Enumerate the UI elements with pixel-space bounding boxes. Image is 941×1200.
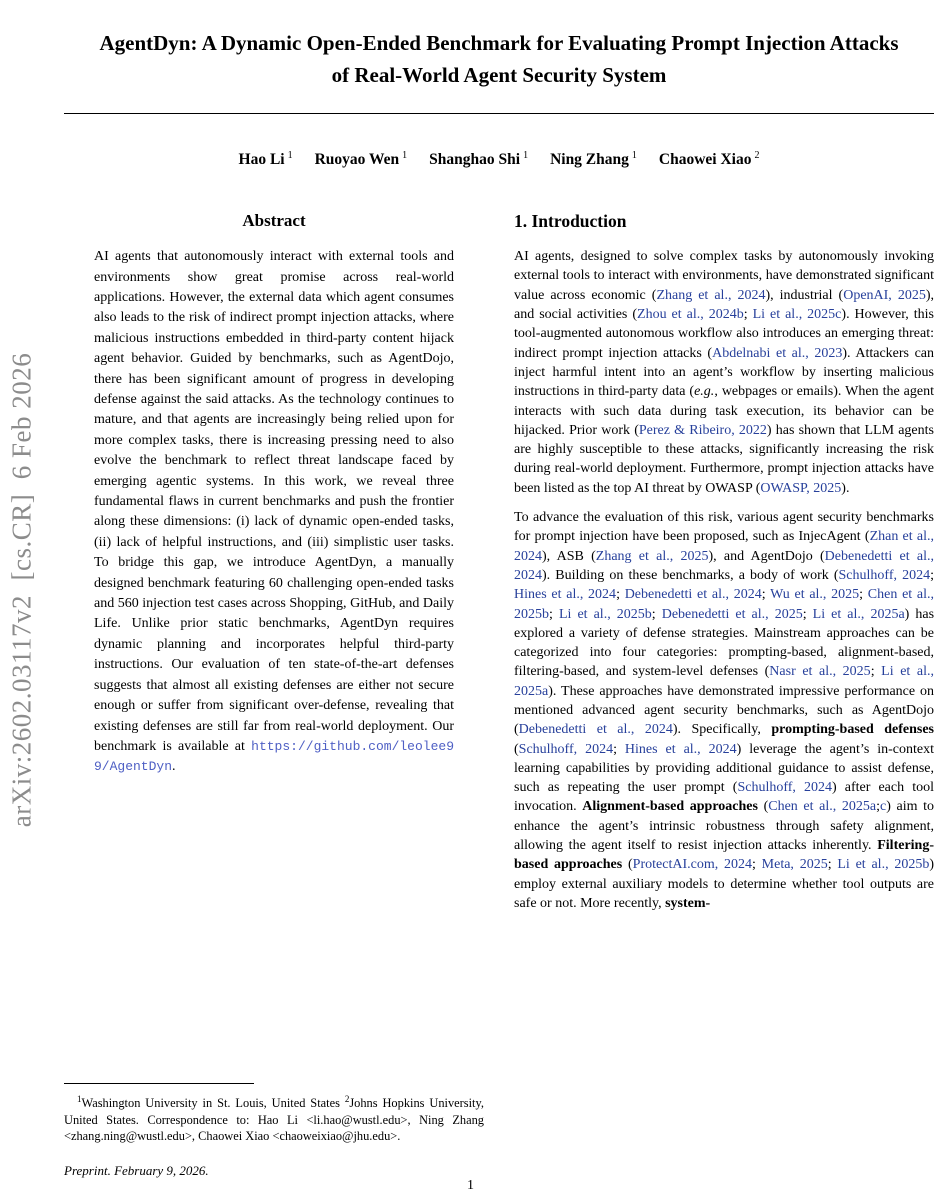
citation-link[interactable]: ProtectAI.com, 2024 (632, 857, 752, 873)
url-link[interactable]: https://github.com/leolee99/AgentDyn (94, 738, 454, 775)
footnote-area (64, 1083, 484, 1184)
intro-paragraph-1 (514, 247, 934, 498)
text-segment: AI agents, designed to solve complex tasks by autonomously invoking external tools to interact with environments, have demonstrated significant value across economic ( (514, 249, 934, 303)
author-affiliation-sup: 1 (523, 150, 529, 161)
paper-content (64, 28, 934, 1183)
author-name: Hao Li $^1$ (238, 150, 293, 169)
text-segment: ( (622, 857, 633, 873)
citation-link[interactable]: Meta, 2025 (761, 857, 828, 873)
citation-link[interactable]: Li et al., 2025a (514, 664, 934, 699)
text-segment: ), ASB ( (542, 548, 596, 564)
affiliation-footnote (64, 1091, 484, 1146)
text-segment: ) after each tool invocation. (514, 780, 934, 815)
text-segment: . (172, 759, 176, 775)
text-segment: ), and AgentDojo ( (708, 548, 825, 564)
text-segment: ; (751, 857, 762, 873)
text-segment: Alignment-based approaches (582, 799, 758, 815)
abstract-text (64, 247, 484, 778)
citation-link[interactable]: Hines et al., 2024 (624, 741, 737, 757)
intro-paragraph-2 (514, 508, 934, 913)
preprint-date: Preprint. February 9, 2026. (64, 1163, 209, 1179)
author-name: Shanghao Shi $^1$ (429, 150, 529, 169)
text-segment: ( (757, 799, 769, 815)
text-segment: ( (514, 741, 519, 757)
citation-link[interactable]: Nasr et al., 2025 (769, 664, 871, 680)
citation-link[interactable]: Debenedetti et al., 2024 (514, 548, 934, 583)
right-column (514, 211, 934, 1183)
text-segment: Filtering-based approaches (514, 838, 934, 873)
text-segment: ). Building on these benchmarks, a body of work ( (542, 567, 839, 583)
citation-link[interactable]: Debenedetti et al., 2024 (624, 587, 762, 603)
text-segment: ) has shown that LLM agents are highly susceptible to these attacks, significantly increasing the risk during real-world deployment. Furthermore, prompt injection attacks have been listed as the top AI threat by OWASP ( (514, 422, 934, 496)
author-name: Chaowei Xiao $^2$ (658, 150, 760, 169)
text-segment: AI agents that autonomously interact with external tools and environments show great promise across real-world applications. However, the external data which agent consumes also leads to the risk of indirect prompt injection attacks, where malicious instructions embedded in third-party content hijack agent behavior. Guided by benchmarks, such as AgentDojo, there has been significant amount of progress in developing defense against the said attacks. As the technology continues to mature, and that agents are increasingly being relied upon for more complex tasks, there is increasing pressing need to also evolve the benchmark to reflect threat landscape faced by emerging agentic systems. In this work, we reveal three fundamental flaws in current benchmarks and push the frontier along these dimensions: (i) lack of dynamic open-ended tasks, (ii) lack of helpful instructions, and (iii) simplistic user tasks. To bridge this gap, we introduce AgentDyn, a manually designed benchmark featuring 60 challenging open-ended tasks and 560 injection test cases across Shopping, GitHub, and Daily Life. Unlike prior static benchmarks, AgentDyn requires dynamic planning and incorporates helpful third-party instructions. Our evaluation of ten state-of-the-art defenses suggests that almost all existing defenses are either not secure enough or suffer from significant over-defense, revealing that existing defenses are still far from real-world deployment. Our benchmark is available at (94, 249, 454, 754)
text-segment: ) has explored a variety of defense strategies. Mainstream approaches can be categorized into four categories: prompting-based, alignment-based, filtering-based, and system-level defenses ( (514, 606, 935, 680)
citation-link[interactable]: Perez & Ribeiro, 2022 (638, 422, 767, 438)
citation-link[interactable]: Debenedetti et al., 2025 (661, 606, 803, 622)
text-segment: Johns Hopkins University, United States. Correspondence to: Hao Li <li.hao@wustl.edu>, Ning Zhang <zhang.ning@wustl.edu>, Chaowei Xiao <chaoweixiao@jhu.edu>. (64, 1095, 484, 1144)
citation-link[interactable]: Chen et al., 2025b (514, 587, 935, 622)
citation-link[interactable]: Zhang et al., 2024 (656, 287, 766, 303)
authors-line (64, 150, 934, 169)
text-segment: ; (549, 606, 559, 622)
author-affiliation-sup: 1 (287, 150, 293, 161)
citation-link[interactable]: Zhan et al., 2024 (514, 529, 934, 564)
text-segment: ) employ external auxiliary models to determine whether tool outputs are safe or not. More recently, (514, 857, 935, 911)
text-segment: ). These approaches have demonstrated impressive performance on mentioned advanced agent security benchmarks, such as AgentDojo ( (514, 683, 934, 738)
author-affiliation-sup: 2 (754, 150, 760, 161)
citation-link[interactable]: Li et al., 2025a (812, 606, 905, 622)
citation-link[interactable]: Schulhoff, 2024 (518, 741, 614, 757)
left-column (64, 211, 484, 1183)
text-segment: ; (930, 567, 934, 583)
text-segment: ), and social activities ( (514, 287, 934, 323)
text-segment: ) aim to enhance the agent’s intrinsic robustness through safety alignment, allowing the agent itself to resist injection attacks inherently. (514, 799, 934, 854)
abstract-heading: Abstract (242, 211, 306, 231)
text-segment: prompting-based defenses (771, 722, 935, 738)
citation-link[interactable]: Abdelnabi et al., 2023 (712, 345, 843, 361)
text-segment: ; (859, 587, 868, 603)
text-segment: ; (802, 606, 813, 622)
citation-link[interactable]: Chen et al., 2025a (768, 799, 877, 815)
text-segment: 2 (344, 1093, 350, 1104)
text-segment: Washington University in St. Louis, United States (81, 1095, 345, 1110)
citation-link[interactable]: Li et al., 2025c (752, 307, 842, 323)
citation-link[interactable]: Zhou et al., 2024b (637, 307, 744, 323)
citation-link[interactable]: Wu et al., 2025 (770, 587, 860, 603)
footnote-rule (64, 1083, 254, 1084)
citation-link[interactable]: OpenAI, 2025 (843, 287, 926, 303)
text-segment: 1 (77, 1093, 82, 1104)
citation-link[interactable]: Li et al., 2025b (837, 857, 930, 873)
citation-link[interactable]: Hines et al., 2024 (514, 587, 617, 603)
arxiv-watermark: arXiv:2602.03117v2 [cs.CR] 6 Feb 2026 (6, 352, 37, 828)
text-segment: ; (743, 307, 753, 323)
citation-link[interactable]: Schulhoff, 2024 (838, 567, 931, 583)
citation-link[interactable]: Li et al., 2025b (558, 606, 652, 622)
introduction-heading: 1. Introduction (514, 211, 627, 232)
author-affiliation-sup: 1 (402, 150, 408, 161)
text-segment: ; (761, 587, 771, 603)
text-segment: ). Specifically, (672, 722, 772, 738)
text-segment: ; (876, 799, 880, 815)
text-segment: ). (841, 480, 850, 496)
text-segment: ; (616, 587, 625, 603)
text-segment: system- (665, 895, 711, 911)
text-segment: ; (870, 664, 882, 680)
text-segment: ; (613, 741, 625, 757)
citation-link[interactable]: Zhang et al., 2025 (595, 548, 709, 564)
author-name: Ruoyao Wen $^1$ (314, 150, 408, 169)
paper-title: AgentDyn: A Dynamic Open-Ended Benchmark for Evaluating Prompt Injection Attacks of Real-World Agent Security System (99, 31, 899, 87)
two-column-body (64, 211, 934, 1183)
text-segment: , webpages or emails). When the agent interacts with such data during task execution, its behavior can be hijacked. Prior work ( (514, 384, 934, 438)
text-segment: e.g. (694, 384, 715, 400)
text-segment: ; (827, 857, 838, 873)
text-segment: ; (651, 606, 662, 622)
title-rule (64, 113, 934, 114)
text-segment: To advance the evaluation of this risk, various agent security benchmarks for prompt injection have been proposed, such as InjecAgent ( (514, 510, 934, 545)
citation-link[interactable]: Schulhoff, 2024 (737, 780, 832, 796)
text-segment: ). Attackers can inject harmful intent into an agent’s workflow by inserting malicious instructions in third-party data ( (514, 345, 935, 400)
text-segment: ). However, this tool-augmented autonomous workflow also introduces an emerging threat: indirect prompt injection attacks ( (514, 307, 935, 361)
author-name: Ning Zhang $^1$ (550, 150, 637, 169)
page-number: 1 (467, 1178, 474, 1193)
author-affiliation-sup: 1 (631, 150, 637, 161)
text-segment: ), industrial ( (765, 287, 844, 303)
citation-link[interactable]: OWASP, 2025 (760, 480, 842, 496)
text-segment: ) leverage the agent’s in-context learning capabilities by providing additional guidance to assist defense, such as repeating the user prompt ( (514, 741, 934, 796)
citation-link[interactable]: c (879, 799, 887, 815)
citation-link[interactable]: Debenedetti et al., 2024 (518, 722, 673, 738)
